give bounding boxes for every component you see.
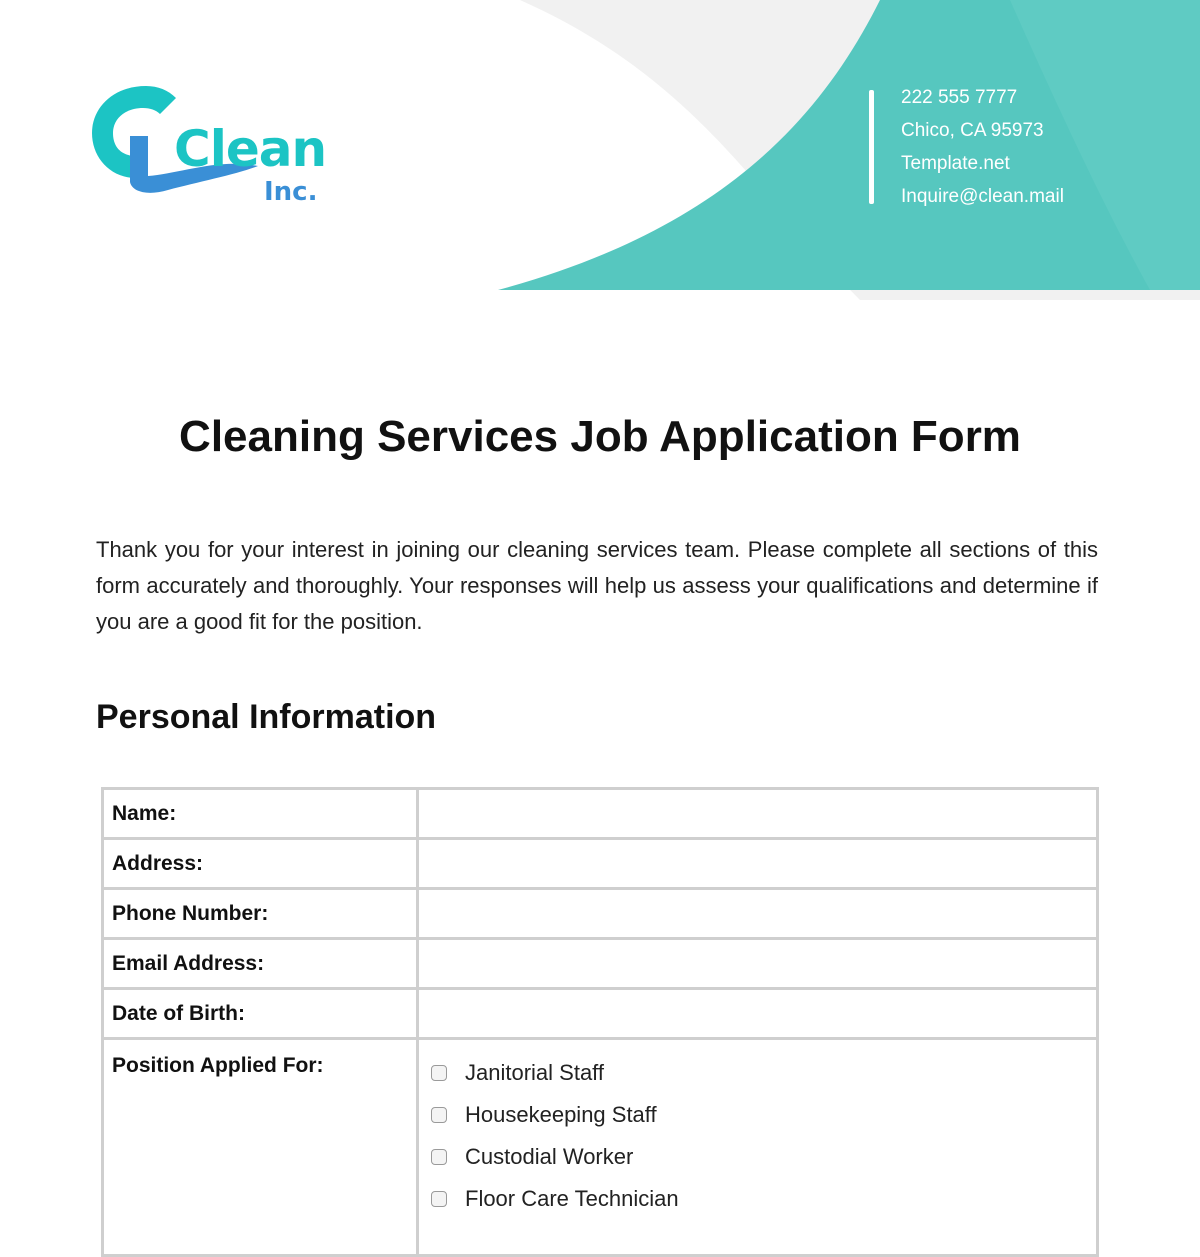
option-label: Janitorial Staff (465, 1060, 605, 1085)
checkbox[interactable] (431, 1149, 447, 1165)
section-title-personal-information: Personal Information (96, 698, 437, 736)
table-row (104, 990, 1096, 1037)
address-field[interactable] (419, 840, 1096, 887)
option-label: Floor Care Technician (465, 1186, 679, 1211)
position-applied-label: Position Applied For: (104, 1040, 416, 1254)
option-custodial-worker[interactable] (427, 1136, 1088, 1178)
date-of-birth-field[interactable] (419, 990, 1096, 1037)
option-label: Custodial Worker (465, 1144, 634, 1169)
phone-number-label: Phone Number: (104, 890, 416, 937)
name-label: Name: (104, 790, 416, 837)
contact-website[interactable]: Template.net (901, 153, 1010, 174)
table-row (104, 790, 1096, 837)
option-floor-care-technician[interactable] (427, 1178, 1088, 1220)
email-address-field[interactable] (419, 940, 1096, 987)
name-field[interactable] (419, 790, 1096, 837)
clean-inc-logo (88, 78, 348, 208)
logo-wordmark: Clean (174, 120, 327, 178)
table-row (104, 1040, 1096, 1254)
checkbox[interactable] (431, 1107, 447, 1123)
date-of-birth-label: Date of Birth: (104, 990, 416, 1037)
personal-information-table (101, 787, 1099, 1257)
contact-phone: 222 555 7777 (901, 87, 1018, 108)
table-row (104, 940, 1096, 987)
page-title: Cleaning Services Job Application Form (179, 412, 1021, 461)
option-label: Housekeeping Staff (465, 1102, 657, 1127)
email-address-label: Email Address: (104, 940, 416, 987)
phone-number-field[interactable] (419, 890, 1096, 937)
contact-email[interactable]: Inquire@clean.mail (901, 186, 1064, 207)
contact-divider (869, 90, 874, 204)
logo-suffix: Inc. (264, 177, 318, 207)
option-janitorial-staff[interactable] (427, 1052, 1088, 1094)
intro-paragraph: Thank you for your interest in joining our cleaning services team. Please complete all sections of this form accurately and thoroughly. Your responses will help us assess your qualifications and determine if you are a good fit for the position. (96, 537, 1098, 634)
contact-city: Chico, CA 95973 (901, 120, 1044, 141)
position-options (419, 1040, 1096, 1254)
table-row (104, 890, 1096, 937)
address-label: Address: (104, 840, 416, 887)
company-logo (88, 78, 348, 208)
option-housekeeping-staff[interactable] (427, 1094, 1088, 1136)
checkbox[interactable] (431, 1191, 447, 1207)
checkbox[interactable] (431, 1065, 447, 1081)
contact-info (901, 85, 1064, 217)
table-row (104, 840, 1096, 887)
